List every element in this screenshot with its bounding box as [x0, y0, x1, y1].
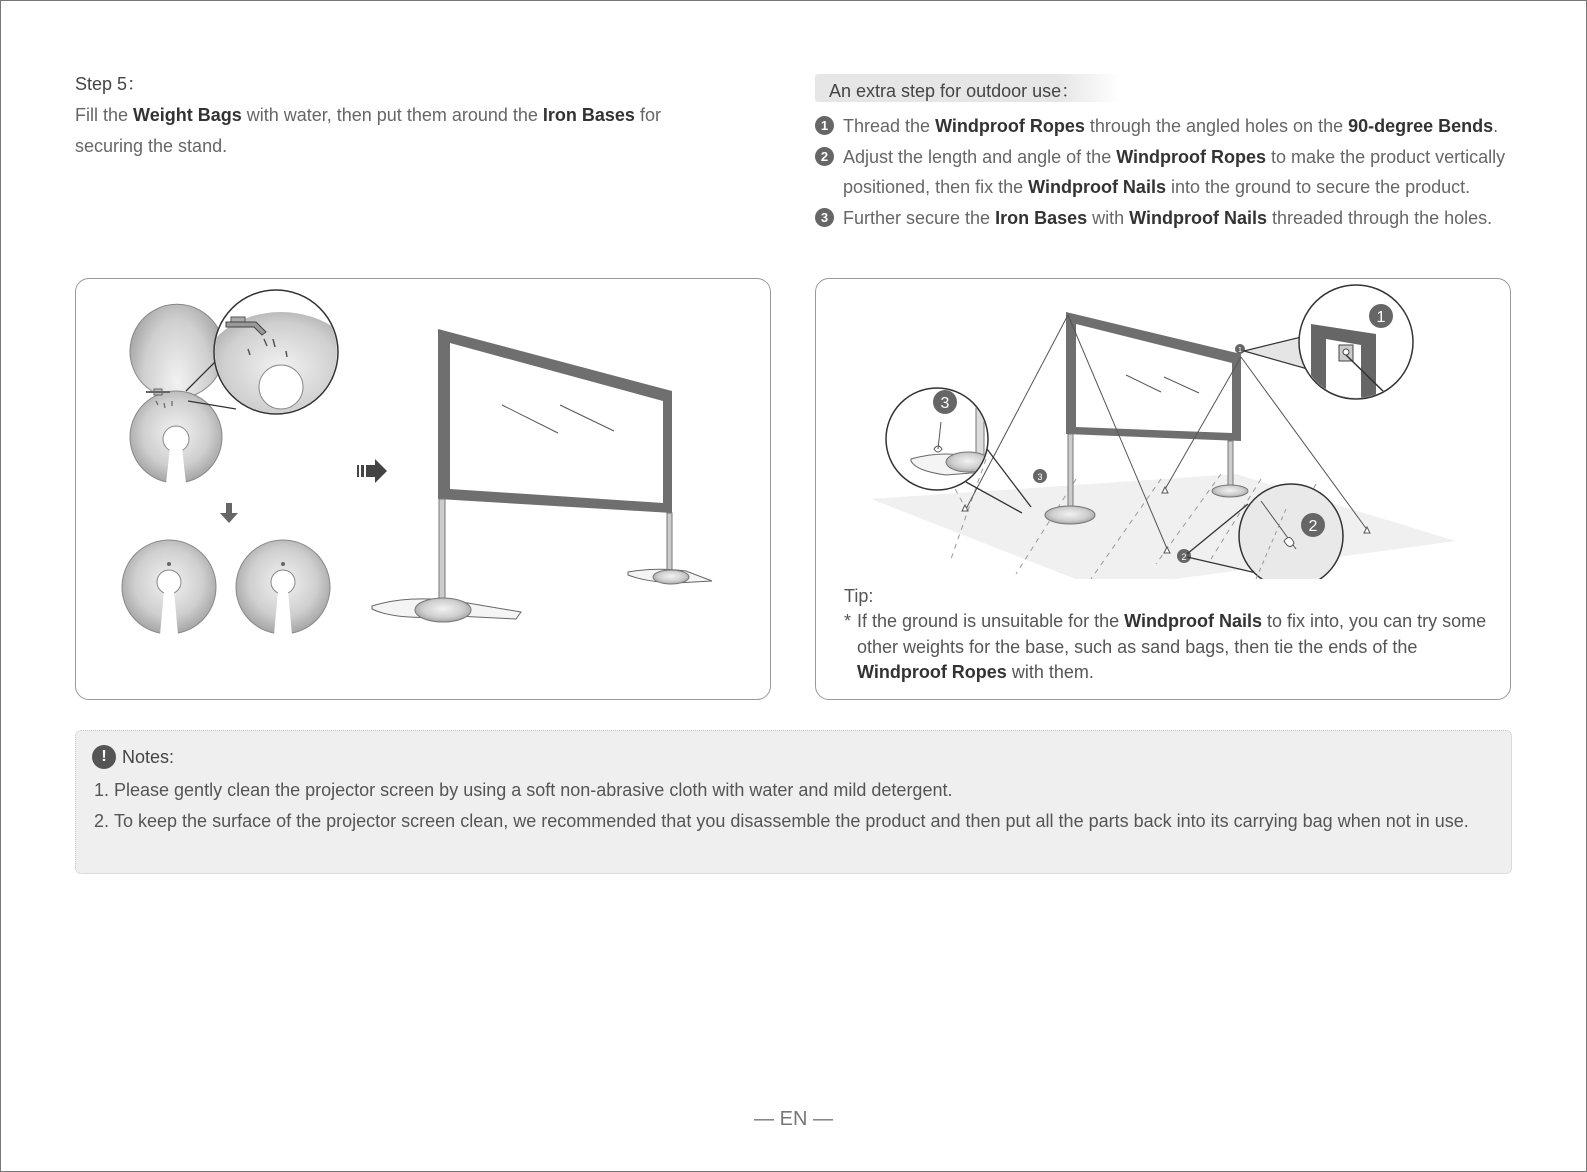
text-run: for securing the stand. — [75, 105, 661, 156]
outdoor-securing-illustration-panel — [815, 278, 1511, 700]
text-run: threaded through the holes. — [1266, 207, 1493, 228]
marker-1-label: 1 — [1238, 347, 1242, 354]
callout-3-label: 3 — [940, 395, 950, 412]
term-highlight: Windproof Ropes — [857, 662, 1007, 682]
weight-bag-icon — [122, 540, 216, 635]
number-1-icon: 1 — [815, 116, 834, 135]
callout-2-label: 2 — [1308, 518, 1318, 535]
callout-3-zoom — [886, 388, 996, 490]
term-highlight: Windproof Ropes — [935, 116, 1085, 136]
text-run: If the ground is unsuitable for the — [857, 611, 1125, 631]
term-highlight: Iron Bases — [995, 207, 1088, 228]
text-run: with them. — [1006, 662, 1094, 682]
outdoor-step-item-2 — [815, 142, 1515, 203]
outdoor-step-list — [815, 111, 1515, 233]
text-run: with — [1087, 207, 1130, 228]
tip-block — [844, 583, 1494, 686]
step5-title: Step 5： — [75, 74, 146, 94]
callout-1-zoom — [1299, 285, 1413, 409]
text-run: Thread the — [843, 116, 936, 136]
number-3-icon: 3 — [815, 208, 834, 227]
notes-title: Notes: — [122, 747, 175, 767]
weight-bag-icon — [236, 540, 330, 635]
outdoor-step-item-3 — [815, 203, 1515, 234]
tip-asterisk: * — [844, 611, 852, 631]
text-run: Fill the — [75, 105, 134, 125]
text-run: to fix into, you can try some other weights for the base, such as sand bags, then tie the ends of the — [857, 611, 1487, 657]
term-highlight: Windproof Nails — [1129, 207, 1267, 228]
projector-screen-on-stand-icon — [372, 329, 712, 622]
number-2-icon: 2 — [815, 147, 834, 166]
notes-item — [94, 775, 1504, 806]
text-run: into the ground to secure the product. — [1165, 177, 1471, 197]
term-highlight: Windproof Nails — [1124, 611, 1263, 631]
outdoor-step-text-2 — [843, 147, 1505, 198]
text-run: Further secure the — [843, 207, 996, 228]
tip-body — [844, 609, 1494, 686]
text-run: . — [1493, 116, 1499, 136]
text-run: to make the product vertically positioned, then fix the — [843, 146, 1506, 197]
term-highlight: Windproof Ropes — [1116, 146, 1267, 167]
outdoor-step-item-1 — [815, 111, 1515, 142]
notes-item — [94, 806, 1504, 837]
notes-item-number: 2. — [94, 811, 110, 831]
term-highlight: 90-degree Bends — [1348, 116, 1494, 136]
notes-box — [75, 730, 1512, 874]
term-highlight: Windproof Nails — [1028, 177, 1166, 197]
weight-bags-illustration-panel — [75, 278, 771, 700]
text-run: with water, then put them around the — [241, 105, 543, 125]
tip-text — [857, 611, 1486, 682]
right-arrow-icon — [357, 459, 387, 483]
text-run: through the angled holes on the — [1084, 116, 1349, 136]
weight-bags-illustration — [76, 279, 772, 701]
notes-list — [94, 775, 1504, 837]
exclamation-circle-icon: ! — [92, 745, 116, 769]
page-language-footer: — EN — — [754, 1108, 833, 1130]
faucet-zoom-callout — [201, 290, 361, 436]
term-highlight: Iron Bases — [542, 105, 635, 125]
tip-title: Tip: — [844, 586, 874, 606]
step5-body — [75, 100, 715, 162]
outdoor-step-text-3 — [843, 208, 1492, 228]
outdoor-step-title: An extra step for outdoor use： — [815, 74, 1120, 102]
weight-bag-filling-icon — [130, 304, 224, 484]
marker-3-label: 3 — [1037, 472, 1043, 482]
down-arrow-icon — [220, 503, 238, 523]
outdoor-securing-illustration — [816, 279, 1512, 579]
marker-2-label: 2 — [1181, 552, 1187, 562]
notes-item-text: Please gently clean the projector screen by using a soft non-abrasive cloth with water and mild detergent. — [114, 780, 953, 800]
notes-item-text: To keep the surface of the projector screen clean, we recommended that you disassemble the product and then put all the parts back into its carrying bag when not in use. — [114, 811, 1469, 831]
callout-2-zoom — [1239, 484, 1343, 579]
notes-header — [92, 745, 174, 769]
outdoor-step-text-1 — [843, 116, 1498, 136]
text-run: Adjust the length and angle of the — [843, 146, 1117, 167]
notes-item-number: 1. — [94, 780, 110, 800]
term-highlight: Weight Bags — [133, 105, 242, 125]
callout-1-label: 1 — [1376, 309, 1386, 326]
